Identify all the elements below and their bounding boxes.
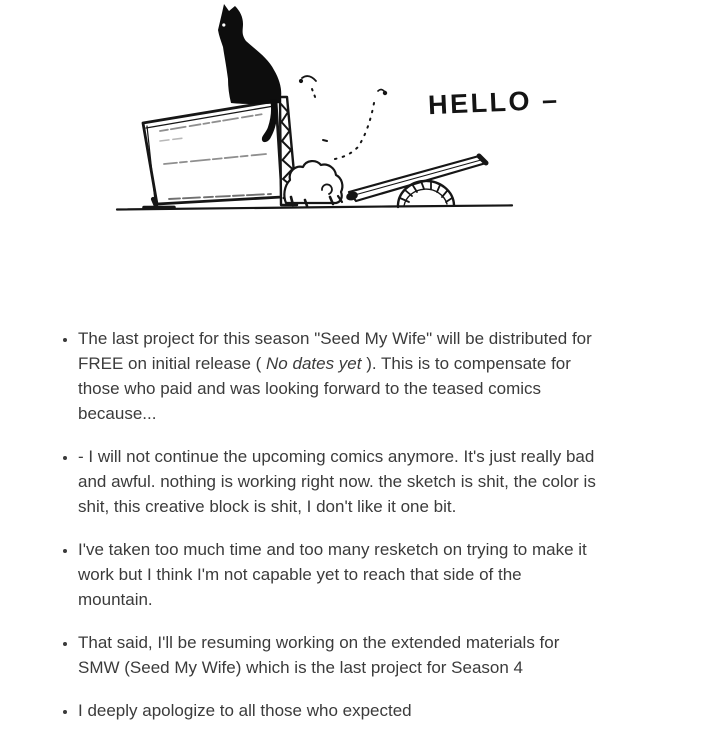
sign-board <box>143 101 282 206</box>
text-segment: ). This is to compensate for <box>361 354 571 373</box>
fly-doodles <box>299 76 387 159</box>
text-segment: those who paid and was looking forward to the teased comics <box>78 379 542 398</box>
list-item <box>78 326 688 426</box>
fallen-plank <box>345 156 486 202</box>
italic-text-segment: No dates yet <box>266 354 362 373</box>
text-segment: The last project for this season "Seed My Wife" will be distributed for <box>78 329 592 348</box>
announcement-list <box>40 326 688 723</box>
text-segment: and awful. nothing is working right now. the sketch is shit, the color is <box>78 472 596 491</box>
text-segment: - I will not continue the upcoming comics anymore. It's just really bad <box>78 447 595 466</box>
text-segment: shit, this creative block is shit, I don't like it one bit. <box>78 497 457 516</box>
list-item <box>78 698 688 723</box>
text-segment: I've taken too much time and too many resketch on trying to make it <box>78 540 587 559</box>
list-item <box>78 630 688 680</box>
text-segment: SMW (Seed My Wife) which is the last project for Season 4 <box>78 658 523 677</box>
text-segment: because... <box>78 404 157 423</box>
hello-text: HELLO – <box>427 84 561 121</box>
list-item <box>78 444 688 519</box>
text-segment: FREE on initial release ( <box>78 354 267 373</box>
text-segment: work but I think I'm not capable yet to reach that side of the <box>78 565 522 584</box>
hero-illustration <box>0 0 728 232</box>
text-segment: That said, I'll be resuming working on the extended materials for <box>78 633 560 652</box>
announcement-content <box>0 326 728 723</box>
text-segment: mountain. <box>78 590 153 609</box>
text-segment: I deeply apologize to all those who expected <box>78 701 412 720</box>
list-item <box>78 537 688 612</box>
ground-line <box>117 205 512 209</box>
